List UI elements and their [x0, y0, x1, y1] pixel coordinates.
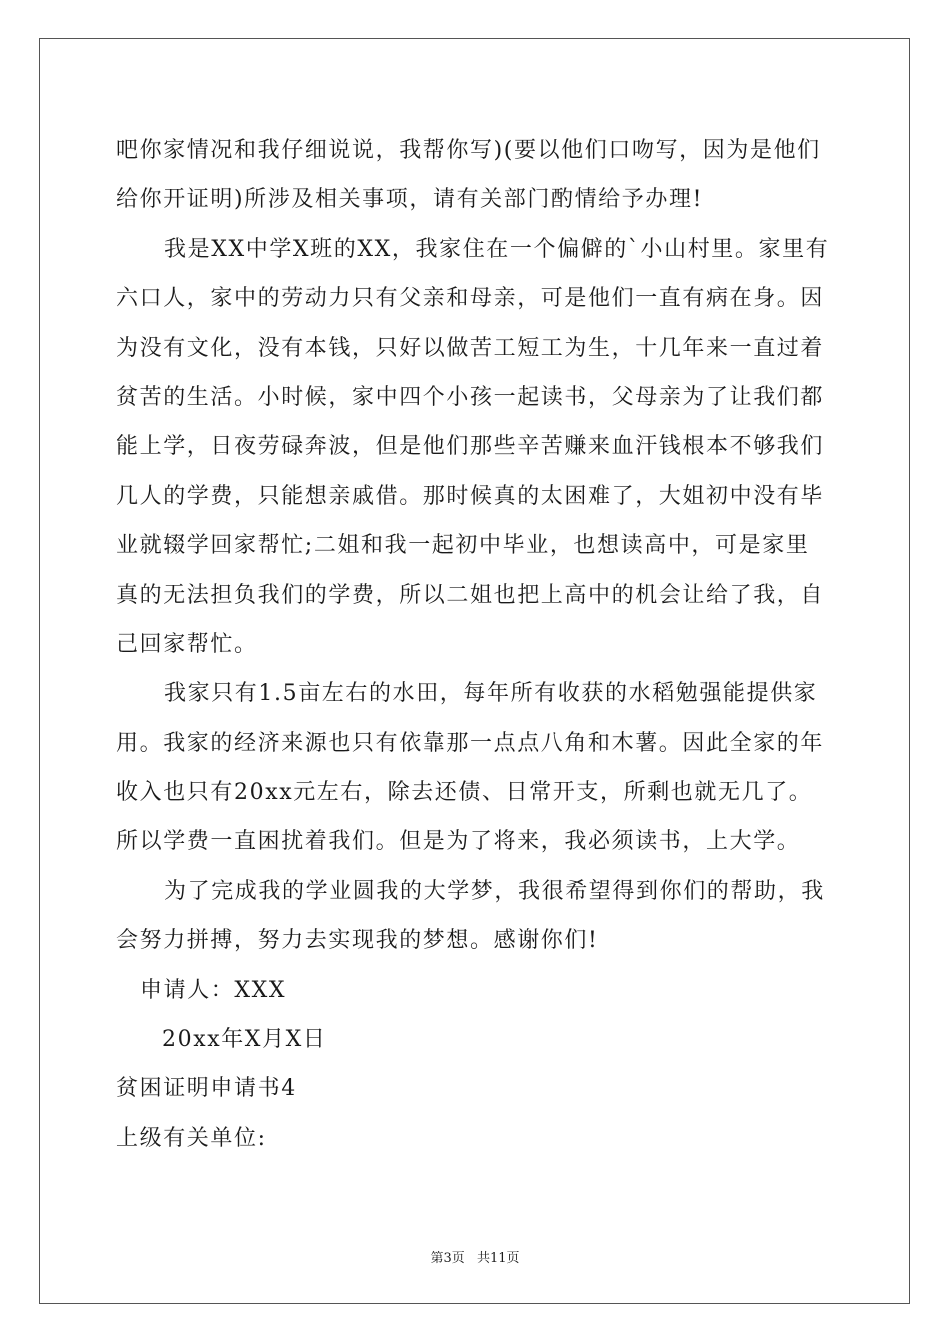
- date-line: 20xx年X月X日: [162, 1027, 327, 1053]
- paragraph-start-line: 为了完成我的学业圆我的大学梦，我很希望得到你们的帮助，我: [164, 878, 825, 904]
- paragraph-start-line: 我家只有1.5亩左右的水田，每年所有收获的水稻勉强能提供家: [164, 681, 818, 707]
- paragraph-start-line: 我是XX中学X班的XX，我家住在一个偏僻的`小山村里。家里有: [164, 236, 830, 262]
- page-total: 共11页: [476, 1251, 520, 1266]
- text-line: 给你开证明)所涉及相关事项，请有关部门酌情给予办理!: [116, 187, 704, 213]
- text-line: 吧你家情况和我仔细说说，我帮你写)(要以他们口吻写，因为是他们: [116, 138, 821, 163]
- applicant-line: 申请人：XXX: [140, 977, 287, 1003]
- text-line: 会努力拼搏，努力去实现我的梦想。感谢你们!: [116, 928, 599, 954]
- text-line: 贫苦的生活。小时候，家中四个小孩一起读书，父母亲为了让我们都: [116, 384, 825, 410]
- salutation-line: 上级有关单位:: [116, 1125, 267, 1151]
- text-line: 用。我家的经济来源也只有依靠那一点点八角和木薯。因此全家的年: [116, 730, 825, 756]
- page-footer: [0, 1247, 950, 1266]
- text-line: 收入也只有20xx元左右，除去还债、日常开支，所剩也就无几了。: [116, 780, 813, 806]
- text-line: 真的无法担负我们的学费，所以二姐也把上高中的机会让给了我，自: [116, 582, 825, 608]
- text-line: 几人的学费，只能想亲戚借。那时候真的太困难了，大姐初中没有毕: [116, 483, 825, 509]
- text-line: 己回家帮忙。: [116, 631, 258, 657]
- text-line: 为没有文化，没有本钱，只好以做苦工短工为生，十几年来一直过着: [116, 335, 825, 361]
- text-line: 业就辍学回家帮忙;二姐和我一起初中毕业，也想读高中，可是家里: [116, 533, 810, 559]
- text-line: 六口人，家中的劳动力只有父亲和母亲，可是他们一直有病在身。因: [116, 286, 825, 312]
- document-body: [116, 126, 836, 1163]
- page-number: 第3页: [430, 1251, 465, 1266]
- text-line: 所以学费一直困扰着我们。但是为了将来，我必须读书，上大学。: [116, 829, 801, 855]
- text-line: 能上学，日夜劳碌奔波，但是他们那些辛苦赚来血汗钱根本不够我们: [116, 434, 825, 460]
- section-title: 贫困证明申请书4: [116, 1076, 297, 1102]
